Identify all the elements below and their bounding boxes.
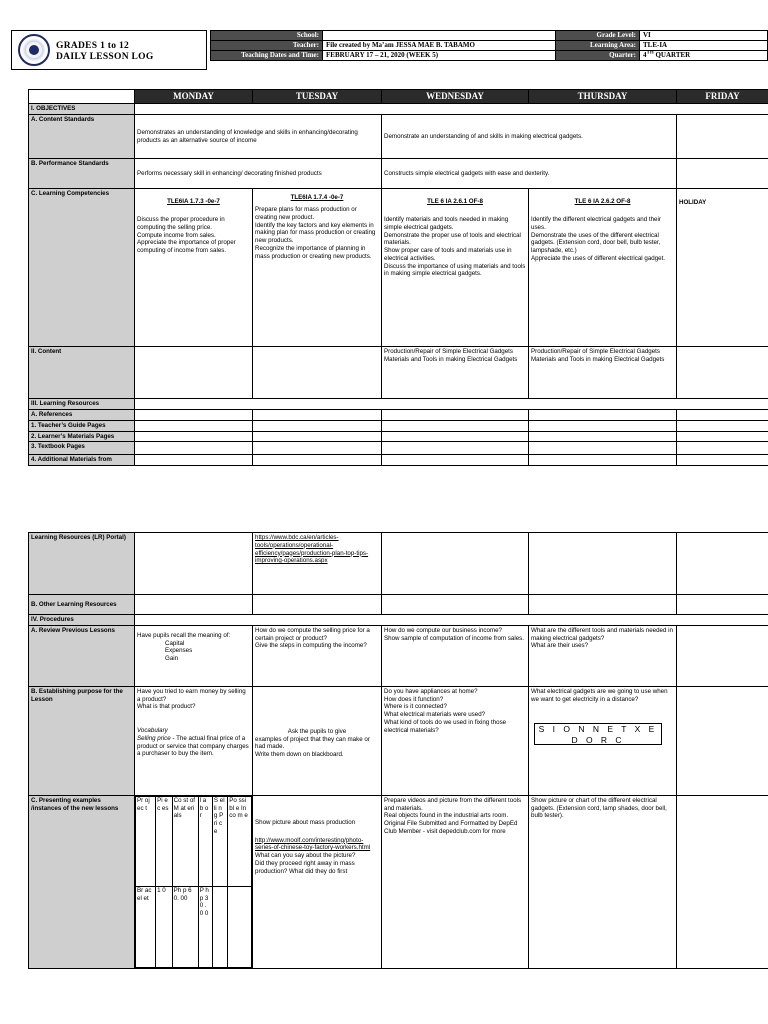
- cell: [677, 410, 768, 421]
- teacher-label: Teacher:: [211, 41, 323, 51]
- presenting-tue-intro: Show picture about mass production: [255, 818, 356, 826]
- textbook-label: 3. Textbook Pages: [29, 442, 135, 455]
- review-mon: [135, 625, 253, 686]
- day-tuesday: TUESDAY: [253, 90, 382, 104]
- cell: [135, 595, 253, 615]
- presenting-wed: Prepare videos and picture from the different tools and materials. Real objects found in the industrial arts room. Original File Submitted and Formatted by DepEd Club Member - visit depedclub.com for more: [382, 795, 529, 968]
- content-thu: Production/Repair of Simple Electrical Gadgets Materials and Tools in making Electrical Gadgets: [529, 347, 677, 399]
- cell: [135, 533, 253, 595]
- competencies-tue: [253, 189, 382, 347]
- cell: [677, 533, 768, 595]
- vocabulary-definition: - The actual final price of a product or service that company charges a purchaser to buy the item.: [137, 734, 249, 758]
- presenting-tue: [253, 795, 382, 968]
- dates-label: Teaching Dates and Time:: [211, 51, 323, 61]
- competencies-wed: [382, 189, 529, 347]
- dates-value: FEBRUARY 17 – 21, 2020 (WEEK 5): [323, 51, 556, 61]
- cell: [529, 595, 677, 615]
- teachers-guide-label: 1. Teacher’s Guide Pages: [29, 420, 135, 431]
- purpose-label: B. Establishing purpose for the Lesson: [29, 686, 135, 795]
- review-wed: How do we compute our business income? Show sample of computation of income from sales.: [382, 625, 529, 686]
- quarter-number: 4: [643, 51, 647, 59]
- procedures-row: [135, 615, 768, 626]
- vocabulary-heading: Vocabulary: [137, 727, 168, 734]
- cell: [253, 595, 382, 615]
- income-table: [135, 796, 252, 968]
- header-title-line1: GRADES 1 to 12: [56, 41, 130, 51]
- competency-code-mon: TLE6IA 1.7.3 -0e-7: [167, 198, 220, 206]
- income-head-cost: Co st of M at eri als: [172, 796, 198, 886]
- income-cell-pieces: 1 0: [156, 886, 173, 967]
- content-tue: [253, 347, 382, 399]
- lr-portal-tue: [253, 533, 382, 595]
- review-thu: What are the different tools and materials needed in making electrical gadgets? What are their uses?: [529, 625, 677, 686]
- cell: [382, 455, 529, 466]
- income-cell-project: Br ac el et: [136, 886, 156, 967]
- cell: [253, 431, 382, 442]
- procedures-heading: IV. Procedures: [29, 615, 135, 626]
- quarter-suffix: TH: [646, 50, 654, 56]
- competency-code-thu: TLE 6 IA 2.6.2 OF-8: [574, 198, 631, 206]
- performance-standards-wed-thu: Constructs simple electrical gadgets with ease and dexterity.: [382, 159, 677, 189]
- cell: [382, 533, 529, 595]
- purpose-thu-text: What electrical gadgets are we going to use when we want to get electricity in a distance?: [531, 687, 668, 703]
- learners-materials-label: 2. Learner’s Materials Pages: [29, 431, 135, 442]
- area-value: TLE-IA: [640, 41, 768, 51]
- competencies-mon: [135, 189, 253, 347]
- review-mon-intro: Have pupils recall the meaning of:: [137, 631, 231, 639]
- income-cell-possible-income: [228, 886, 252, 967]
- performance-standards-fri: [677, 159, 768, 189]
- cell: [529, 431, 677, 442]
- content-wed: Production/Repair of Simple Electrical Gadgets Materials and Tools in making Electrical Gadgets: [382, 347, 529, 399]
- presenting-mon: [135, 795, 253, 968]
- additional-materials-label: 4. Additional Materials from: [29, 455, 135, 466]
- presenting-label: C. Presenting examples /instances of the new lessons: [29, 795, 135, 968]
- cell: [677, 442, 768, 455]
- info-table: [210, 30, 768, 61]
- performance-standards-mon-tue: Performs necessary skill in enhancing/ decorating finished products: [135, 159, 382, 189]
- content-standards-label: A. Content Standards: [29, 115, 135, 159]
- presenting-tue-link[interactable]: http://www.moolf.com/interesting/photo-series-of-chinese-toy-factory-workers.html: [255, 836, 371, 852]
- header: [11, 30, 768, 73]
- cell: [529, 420, 677, 431]
- cell: [529, 455, 677, 466]
- day-monday: MONDAY: [135, 90, 253, 104]
- logo-box: [11, 30, 207, 70]
- presenting-tue-link-wrap: [255, 837, 379, 853]
- grade-value: VI: [640, 31, 768, 41]
- vocabulary-term: Selling price: [137, 734, 171, 742]
- cell: [677, 795, 768, 968]
- teacher-value: File created by Ma’am JESSA MAE B. TABAMO: [323, 41, 556, 51]
- cell: [677, 625, 768, 686]
- competencies-label: C. Learning Competencies: [29, 189, 135, 347]
- income-head-project: Pr oj ec t: [136, 796, 156, 886]
- corner-cell: [29, 90, 135, 104]
- purpose-mon: [135, 686, 253, 795]
- vocabulary-entry: [137, 735, 250, 758]
- cell: [677, 420, 768, 431]
- purpose-tue-lead: Ask the pupils to give: [287, 727, 347, 735]
- quarter-word: QUARTER: [653, 51, 691, 59]
- header-title-line2: DAILY LESSON LOG: [56, 52, 154, 62]
- purpose-tue-rest: examples of project that they can make or had made. Write them down on blackboard.: [255, 735, 370, 758]
- cell: [382, 442, 529, 455]
- content-standards-wed-thu: Demonstrate an understanding of and skills in making electrical gadgets.: [382, 115, 677, 159]
- review-mon-items: Capital Expenses Gain: [165, 639, 193, 662]
- competency-text-thu: Identify the different electrical gadgets and their uses. Demonstrate the uses of the different electrical gadgets. (Extension cord, door bell, bulb tester, lampshade, etc.) Appreciate the uses of different electrical gadget.: [531, 216, 666, 262]
- day-friday: FRIDAY: [677, 90, 768, 104]
- cell: [382, 431, 529, 442]
- income-cell-labor: P h p 3 0 . 0 0: [198, 886, 212, 967]
- income-head-selling-price: S el li n g P ri c e: [212, 796, 227, 886]
- cell: [529, 410, 677, 421]
- cell: [382, 420, 529, 431]
- cell: [253, 420, 382, 431]
- school-value: [323, 31, 556, 41]
- cell: [677, 455, 768, 466]
- lesson-table-page2: [28, 532, 768, 969]
- objectives-row: [135, 104, 768, 115]
- deped-seal-icon: [18, 34, 50, 66]
- cell: [529, 533, 677, 595]
- presenting-thu: Show picture or chart of the different electrical gadgets. (Extension cord, lamp shades, door bell, bulb tester).: [529, 795, 677, 968]
- resources-heading: III. Learning Resources: [29, 399, 135, 410]
- lesson-table-page1: [28, 89, 768, 466]
- cell: [253, 442, 382, 455]
- presenting-tue-question: What can you say about the picture? Did they proceed right away in mass production? What did they do first: [255, 852, 356, 875]
- area-label: Learning Area:: [556, 41, 640, 51]
- competency-text-mon: Discuss the proper procedure in computing the selling price. Compute income from sales. Appreciate the importance of proper computing of income from sales.: [137, 216, 236, 254]
- cell: [253, 455, 382, 466]
- review-tue: How do we compute the selling price for a certain project or product? Give the steps in computing the income?: [253, 625, 382, 686]
- references-label: A. References: [29, 410, 135, 421]
- quarter-label: Quarter:: [556, 51, 640, 61]
- cell: [677, 686, 768, 795]
- income-head-pieces: Pi ec es: [156, 796, 173, 886]
- cell: [677, 595, 768, 615]
- income-cell-selling-price: [212, 886, 227, 967]
- lr-portal-label: Learning Resources (LR) Portal): [29, 533, 135, 595]
- other-resources-label: B. Other Learning Resources: [29, 595, 135, 615]
- competency-text-wed: Identify materials and tools needed in making simple electrical gadgets. Demonstrate the proper use of tools and electrical materials. Show proper care of tools and materials use in electrical activities. Discuss the importance of using materials and tools in making simple electrical gadgets.: [384, 216, 526, 278]
- review-label: A. Review Previous Lessons: [29, 625, 135, 686]
- cell: [529, 442, 677, 455]
- competency-text-tue: Prepare plans for mass production or creating new product. Identify the key factors and key elements in making plan for mass production or creating new products. Recognize the importance of planning in mass production or creating new products.: [255, 206, 376, 260]
- cell: [135, 431, 253, 442]
- objectives-heading: I. OBJECTIVES: [29, 104, 135, 115]
- day-wednesday: WEDNESDAY: [382, 90, 529, 104]
- income-cell-cost: Ph p 60. 00: [172, 886, 198, 967]
- income-head-possible-income: Po ssi bl e In co m e: [228, 796, 252, 886]
- purpose-thu: [529, 686, 677, 795]
- purpose-wed: Do you have appliances at home? How does it function? Where is it connected? What electrical materials were used? What kind of tools do we used in fixing those electrical materials?: [382, 686, 529, 795]
- cell: [382, 595, 529, 615]
- cell: [135, 455, 253, 466]
- jumbled-word-box: S I O N N E T X E D O R C: [534, 723, 662, 745]
- income-head-labor: l a b o r: [198, 796, 212, 886]
- school-label: School:: [211, 31, 323, 41]
- content-mon: [135, 347, 253, 399]
- cell: [677, 431, 768, 442]
- quarter-value: [640, 51, 768, 61]
- cell: [135, 420, 253, 431]
- cell: [135, 410, 253, 421]
- content-standards-fri: [677, 115, 768, 159]
- content-standards-mon-tue: Demonstrates an understanding of knowledge and skills in enhancing/decorating products as an alternative source of income: [135, 115, 382, 159]
- cell: [253, 410, 382, 421]
- competencies-fri: HOLIDAY: [677, 189, 768, 347]
- competency-code-wed: TLE 6 IA 2.6.1 OF-8: [427, 198, 483, 206]
- day-thursday: THURSDAY: [529, 90, 677, 104]
- cell: [382, 410, 529, 421]
- competency-code-tue: TLE6IA 1.7.4 -0e-7: [290, 194, 344, 202]
- performance-standards-label: B. Performance Standards: [29, 159, 135, 189]
- cell: [135, 442, 253, 455]
- content-fri: [677, 347, 768, 399]
- lr-portal-link[interactable]: https://www.bdc.ca/en/articles-tools/operations/operational-efficiency/pages/production-plan-top-tips-improving-operations.aspx: [255, 534, 369, 565]
- competencies-thu: [529, 189, 677, 347]
- content-label: II. Content: [29, 347, 135, 399]
- resources-row: [135, 399, 768, 410]
- purpose-mon-question: Have you tried to earn money by selling a product? What is that product?: [137, 687, 246, 711]
- grade-label: Grade Level:: [556, 31, 640, 41]
- purpose-tue: [253, 686, 382, 795]
